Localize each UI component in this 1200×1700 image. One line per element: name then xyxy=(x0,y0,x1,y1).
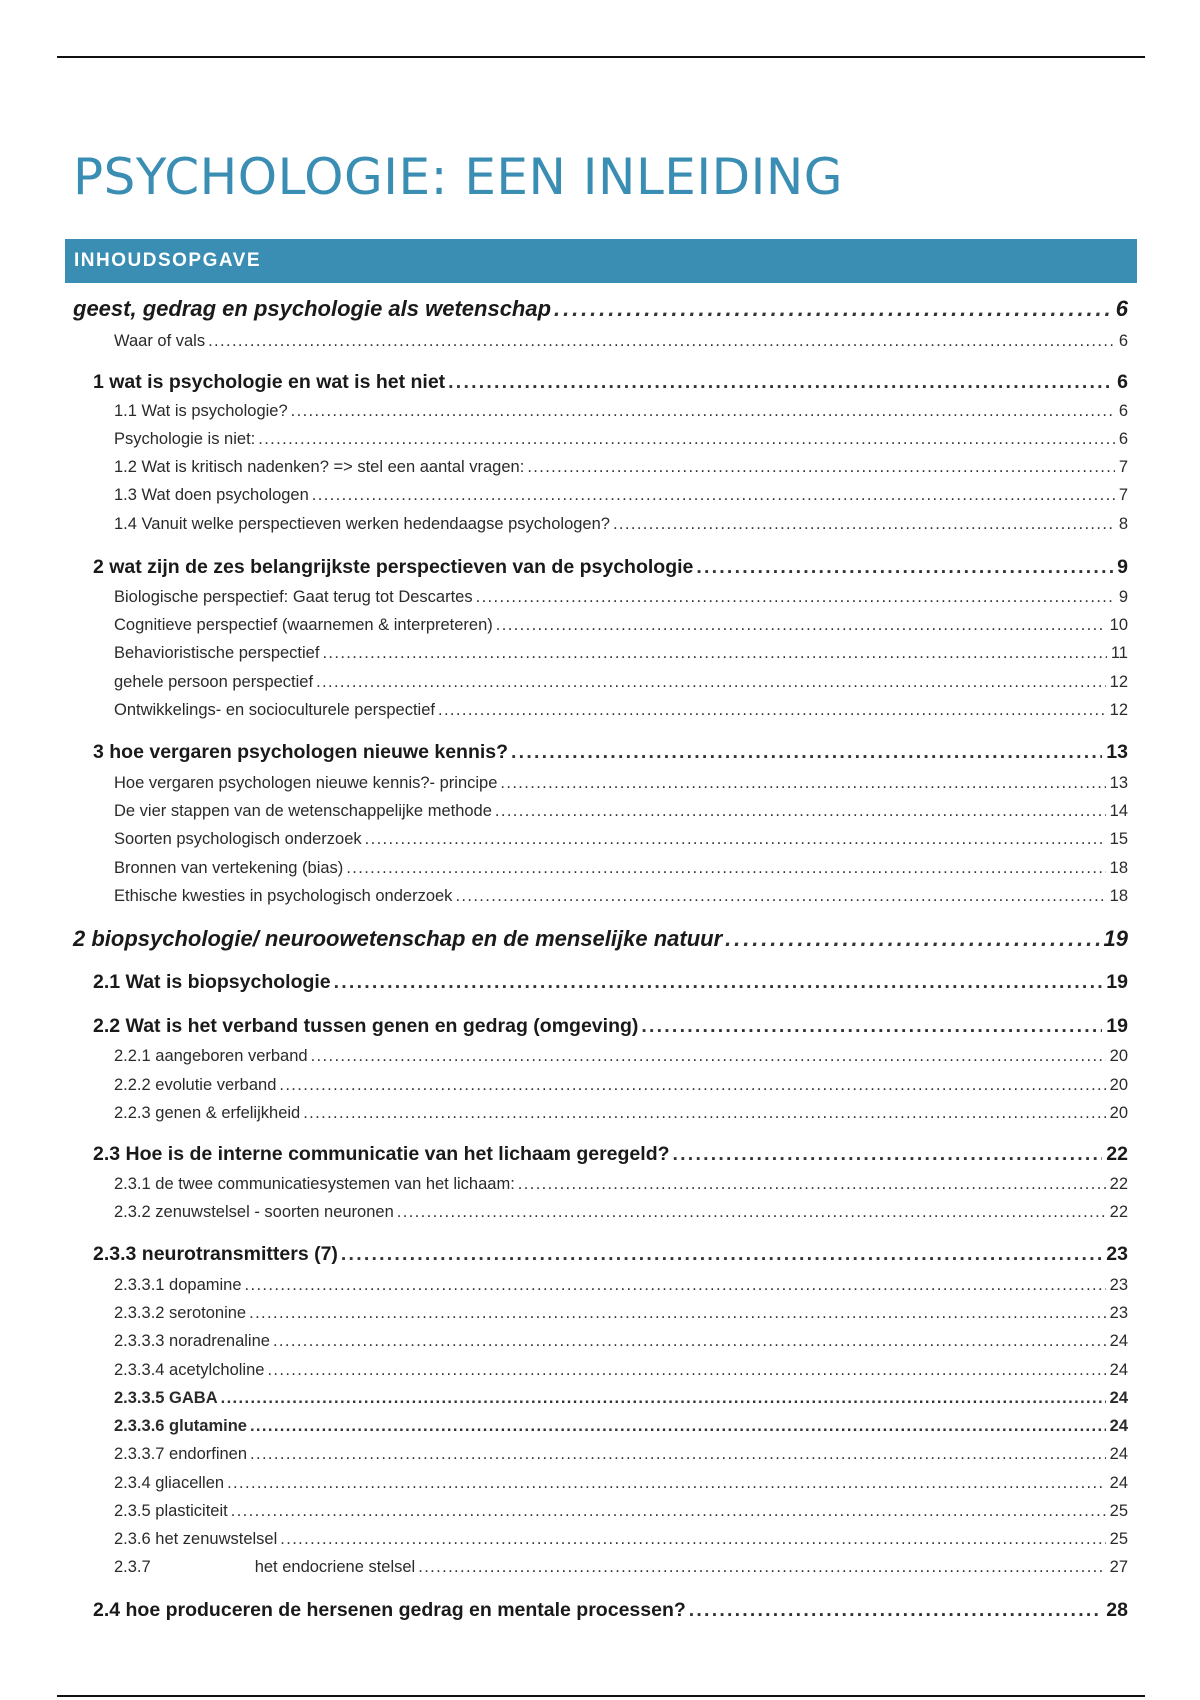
toc-entry-page: 24 xyxy=(1109,1332,1128,1350)
toc-leader xyxy=(527,459,1115,476)
toc-entry-page: 25 xyxy=(1109,1502,1128,1520)
toc-entry-label: 2.3.2 zenuwstelsel - soorten neuronen xyxy=(114,1203,394,1221)
toc-entry[interactable] xyxy=(114,589,1128,606)
toc-leader xyxy=(250,1446,1106,1463)
toc-entry-label: 1.3 Wat doen psychologen xyxy=(114,486,309,504)
toc-leader xyxy=(208,333,1115,350)
toc-entry[interactable] xyxy=(114,803,1128,820)
toc-leader xyxy=(518,1176,1106,1193)
toc-entry[interactable] xyxy=(114,1105,1128,1122)
toc-entry-label: 1.1 Wat is psychologie? xyxy=(114,402,288,420)
toc-leader xyxy=(312,487,1115,504)
toc-entry-label: het endocriene stelsel xyxy=(254,1558,416,1576)
toc-entry-label: 2.3.3.1 dopamine xyxy=(114,1276,242,1294)
toc-entry-label: 2 wat zijn de zes belangrijkste perspectieven van de psychologie xyxy=(93,556,694,578)
toc-entry[interactable] xyxy=(114,775,1128,792)
toc-entry-page: 25 xyxy=(1109,1530,1128,1548)
toc-entry[interactable] xyxy=(114,1048,1128,1065)
toc-entry-page: 23 xyxy=(1109,1304,1128,1322)
toc-entry-page: 27 xyxy=(1109,1558,1128,1576)
toc-entry[interactable] xyxy=(114,403,1128,420)
toc-entry-label: 1.2 Wat is kritisch nadenken? => stel een aantal vragen: xyxy=(114,458,525,476)
footer-rule xyxy=(57,1695,1145,1697)
toc-entry[interactable] xyxy=(114,617,1128,634)
toc-entry-label: 1 wat is psychologie en wat is het niet xyxy=(93,371,446,393)
toc-entry-label: 2.3.4 gliacellen xyxy=(114,1474,225,1492)
toc-entry-page: 7 xyxy=(1118,458,1128,476)
toc-entry[interactable] xyxy=(93,973,1128,993)
toc-leader xyxy=(365,831,1106,848)
toc-entry-page: 24 xyxy=(1109,1474,1128,1492)
toc-entry[interactable] xyxy=(93,1601,1128,1621)
toc-leader xyxy=(258,431,1115,448)
toc-leader xyxy=(476,589,1115,606)
toc-entry-label: 3 hoe vergaren psychologen nieuwe kennis? xyxy=(93,741,509,763)
toc-entry-label: Psychologie is niet: xyxy=(114,430,256,448)
toc-entry-page: 20 xyxy=(1109,1104,1128,1122)
document-title: PSYCHOLOGIE: EEN INLEIDING xyxy=(73,148,844,206)
toc-entry-label: 2.3.3.4 acetylcholine xyxy=(114,1361,265,1379)
toc-entry-page: 20 xyxy=(1109,1047,1128,1065)
toc-entry-label: Ethische kwesties in psychologisch onderzoek xyxy=(114,887,453,905)
toc-entry-page: 23 xyxy=(1109,1276,1128,1294)
toc-leader xyxy=(496,617,1106,634)
toc-entry-page: 13 xyxy=(1109,774,1128,792)
toc-entry-label: 2.4 hoe produceren de hersenen gedrag en mentale processen? xyxy=(93,1599,686,1621)
toc-entry-page: 22 xyxy=(1109,1203,1128,1221)
toc-entry-page: 6 xyxy=(1115,296,1128,321)
toc-entry[interactable] xyxy=(114,1559,1128,1576)
toc-entry-page: 9 xyxy=(1117,556,1128,578)
toc-leader xyxy=(725,928,1099,950)
toc-entry-page: 24 xyxy=(1109,1389,1128,1407)
toc-leader xyxy=(279,1077,1105,1094)
toc-entry[interactable] xyxy=(114,487,1128,504)
toc-entry[interactable] xyxy=(93,1145,1128,1165)
toc-entry[interactable] xyxy=(114,1503,1128,1520)
toc-entry[interactable] xyxy=(114,831,1128,848)
toc-leader xyxy=(227,1475,1106,1492)
toc-entry[interactable] xyxy=(93,373,1128,393)
toc-entry-page: 6 xyxy=(1118,430,1128,448)
toc-entry[interactable] xyxy=(114,1077,1128,1094)
toc-entry-page: 18 xyxy=(1109,859,1128,877)
toc-leader xyxy=(250,1418,1106,1435)
toc-entry-page: 28 xyxy=(1106,1599,1128,1621)
toc-entry-page: 8 xyxy=(1118,515,1128,533)
toc-entry[interactable] xyxy=(114,702,1128,719)
toc-entry-page: 19 xyxy=(1106,971,1128,993)
toc-leader xyxy=(316,674,1106,691)
toc-heading: INHOUDSOPGAVE xyxy=(65,239,1137,283)
toc-entry-number: 2.3.7 xyxy=(114,1558,151,1576)
toc-leader xyxy=(341,1245,1102,1265)
toc-leader xyxy=(554,298,1112,320)
toc-entry-label: Soorten psychologisch onderzoek xyxy=(114,830,362,848)
toc-entry-page: 23 xyxy=(1106,1243,1128,1265)
toc-leader xyxy=(249,1305,1106,1322)
toc-leader xyxy=(334,973,1103,993)
toc-entry-label: 2 biopsychologie/ neuroowetenschap en de menselijke natuur xyxy=(73,926,723,951)
toc-entry-label: 2.3 Hoe is de interne communicatie van het lichaam geregeld? xyxy=(93,1143,670,1165)
toc-entry-page: 12 xyxy=(1109,701,1128,719)
toc-entry-label: 2.3.3.5 GABA xyxy=(114,1389,218,1407)
toc-entry[interactable] xyxy=(114,1390,1128,1407)
toc-entry[interactable] xyxy=(114,1531,1128,1548)
toc-entry-page: 19 xyxy=(1103,926,1128,951)
toc-entry-page: 22 xyxy=(1109,1175,1128,1193)
toc-entry[interactable] xyxy=(114,888,1128,905)
toc-leader xyxy=(418,1559,1105,1576)
toc-entry-label: 2.3.3.6 glutamine xyxy=(114,1417,247,1435)
toc-entry-page: 24 xyxy=(1109,1417,1128,1435)
toc-entry-page: 10 xyxy=(1109,616,1128,634)
toc-entry-label: Cognitieve perspectief (waarnemen & interpreteren) xyxy=(114,616,493,634)
toc-entry-label: 1.4 Vanuit welke perspectieven werken hedendaagse psychologen? xyxy=(114,515,610,533)
toc-entry[interactable] xyxy=(114,1176,1128,1193)
toc-entry[interactable] xyxy=(73,928,1128,950)
toc-entry[interactable] xyxy=(114,1277,1128,1294)
toc-leader xyxy=(311,1048,1106,1065)
toc-entry[interactable] xyxy=(114,1305,1128,1322)
toc-leader xyxy=(221,1390,1106,1407)
toc-entry-page: 7 xyxy=(1118,486,1128,504)
toc-leader xyxy=(322,645,1106,662)
toc-entry[interactable] xyxy=(93,1017,1128,1037)
toc-leader xyxy=(696,558,1113,578)
toc-entry[interactable] xyxy=(114,645,1128,662)
toc-leader xyxy=(231,1503,1106,1520)
toc-entry-page: 14 xyxy=(1109,802,1128,820)
toc-leader xyxy=(438,702,1106,719)
toc-entry[interactable] xyxy=(114,674,1128,691)
toc-entry-label: Bronnen van vertekening (bias) xyxy=(114,859,344,877)
toc-leader xyxy=(245,1277,1106,1294)
toc-entry[interactable] xyxy=(114,431,1128,448)
toc-entry-label: 2.3.3.2 serotonine xyxy=(114,1304,247,1322)
toc-entry[interactable] xyxy=(114,1418,1128,1435)
toc-entry-label: 2.2.2 evolutie verband xyxy=(114,1076,277,1094)
toc-entry-label: 2.3.3.3 noradrenaline xyxy=(114,1332,270,1350)
toc-entry-page: 9 xyxy=(1118,588,1128,606)
toc-entry[interactable] xyxy=(93,558,1128,578)
toc-entry-label: Behavioristische perspectief xyxy=(114,644,320,662)
toc-entry-label: Ontwikkelings- en socioculturele perspectief xyxy=(114,701,435,719)
toc-entry-page: 19 xyxy=(1106,1015,1128,1037)
toc-entry-page: 20 xyxy=(1109,1076,1128,1094)
toc-entry-page: 6 xyxy=(1118,402,1128,420)
toc-leader xyxy=(613,516,1115,533)
toc-entry[interactable] xyxy=(93,1245,1128,1265)
toc-leader xyxy=(291,403,1115,420)
toc-entry-label: gehele persoon perspectief xyxy=(114,673,314,691)
toc-entry-page: 12 xyxy=(1109,673,1128,691)
toc-entry-label: 2.3.3 neurotransmitters (7) xyxy=(93,1243,338,1265)
toc-entry-page: 6 xyxy=(1118,332,1128,350)
toc-entry-page: 6 xyxy=(1117,371,1128,393)
toc-entry-label: 2.2.3 genen & erfelijkheid xyxy=(114,1104,301,1122)
toc-entry[interactable] xyxy=(114,1475,1128,1492)
toc-entry-page: 11 xyxy=(1110,644,1128,662)
toc-entry-label: De vier stappen van de wetenschappelijke methode xyxy=(114,802,492,820)
toc-entry[interactable] xyxy=(114,333,1128,350)
toc-entry-label: Biologische perspectief: Gaat terug tot Descartes xyxy=(114,588,473,606)
toc-entry[interactable] xyxy=(114,459,1128,476)
toc-entry[interactable] xyxy=(114,1446,1128,1463)
toc-entry-label: 2.3.5 plasticiteit xyxy=(114,1502,228,1520)
toc-entry-label: geest, gedrag en psychologie als wetenschap xyxy=(73,296,552,321)
toc-leader xyxy=(689,1601,1103,1621)
toc-entry-label: Waar of vals xyxy=(114,332,206,350)
toc-leader xyxy=(495,803,1106,820)
toc-entry-label: 2.2 Wat is het verband tussen genen en gedrag (omgeving) xyxy=(93,1015,639,1037)
toc-leader xyxy=(641,1017,1102,1037)
toc-leader xyxy=(267,1362,1105,1379)
toc-entry[interactable] xyxy=(114,516,1128,533)
toc-leader xyxy=(673,1145,1103,1165)
toc-entry[interactable] xyxy=(114,860,1128,877)
toc-leader xyxy=(511,743,1102,763)
toc-entry-label: 2.3.3.7 endorfinen xyxy=(114,1445,248,1463)
toc-leader xyxy=(455,888,1105,905)
toc-leader xyxy=(500,775,1105,792)
toc-leader xyxy=(273,1333,1106,1350)
toc-entry-label: 2.2.1 aangeboren verband xyxy=(114,1047,308,1065)
toc-leader xyxy=(303,1105,1105,1122)
toc-entry-page: 13 xyxy=(1106,741,1128,763)
toc-entry-label: 2.1 Wat is biopsychologie xyxy=(93,971,331,993)
toc-entry[interactable] xyxy=(73,298,1128,320)
toc-leader xyxy=(346,860,1105,877)
toc-leader xyxy=(448,373,1113,393)
toc-entry-label: Hoe vergaren psychologen nieuwe kennis?- principe xyxy=(114,774,498,792)
toc-entry-page: 15 xyxy=(1109,830,1128,848)
toc-entry-page: 18 xyxy=(1109,887,1128,905)
toc-entry[interactable] xyxy=(114,1362,1128,1379)
toc-entry-label: 2.3.6 het zenuwstelsel xyxy=(114,1530,278,1548)
toc-entry-page: 22 xyxy=(1106,1143,1128,1165)
toc-leader xyxy=(397,1204,1106,1221)
toc-entry-label: 2.3.1 de twee communicatiesystemen van het lichaam: xyxy=(114,1175,515,1193)
toc-entry[interactable] xyxy=(114,1333,1128,1350)
toc-leader xyxy=(280,1531,1105,1548)
toc-entry[interactable] xyxy=(114,1204,1128,1221)
toc-entry-page: 24 xyxy=(1109,1445,1128,1463)
toc-entry-page: 24 xyxy=(1109,1361,1128,1379)
toc-entry[interactable] xyxy=(93,743,1128,763)
